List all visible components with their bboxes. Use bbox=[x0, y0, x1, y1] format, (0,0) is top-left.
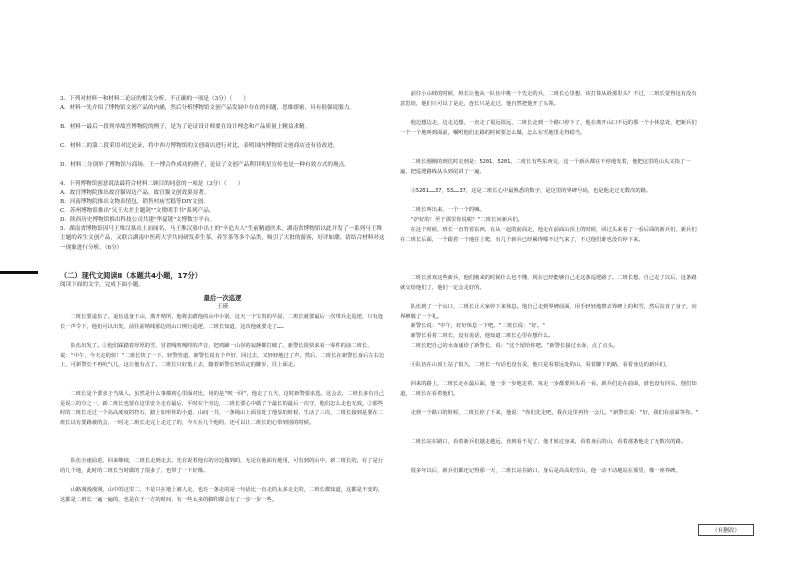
q4-option-d: D．陕西历史博物馆推出科技公司共建"华夏链"文博数字平台。 bbox=[60, 217, 216, 223]
story-paragraph: ④队伍在山顶上站了很久，二班长一句话也没有说，他只是看着远处的山，看着脚下的路，看着身边的新兵们。 bbox=[400, 362, 671, 368]
q3-option-c: C．材料二的第二段采用对比论证，将中西方博物馆的文创商店进行对比，表明国内博物馆文创商店还有待改进。 bbox=[60, 143, 339, 149]
story-paragraph: ③5201……37，53……37，这是二班长心中最熟悉的数字，是这里的界碑号码，也是他走过无数次的路。 bbox=[400, 188, 652, 194]
story-paragraph: 很多年以后，新兵们都还记得那一天，二班长站在路口，身后是高高的雪山，他一动不动地站在那里，像一座界碑。 bbox=[400, 468, 681, 474]
q3-option-a: A．材料一先介绍了博物馆文创产品的内涵，然后分析博物馆文创产品发展中存在的问题，思维缜密，具有很强说服力。 bbox=[60, 105, 355, 111]
instruction: 阅读下面的文字，完成下面小题。 bbox=[60, 282, 144, 288]
story-paragraph: 走到一个路口的时候，二班长停了下来，他说："你们先走吧，我在这里再待一会儿。"新警长说："好，我们在前面等你。" bbox=[400, 410, 699, 416]
q4-option-c: C．苏州博物馆推出"吴王夫差主题剑""文徵明手书"系列产品。 bbox=[60, 208, 215, 214]
story-paragraph: 队伍到了一个山口，二班长让大家停下来休息。他自己走到界碑前面，用手轻轻地擦去界碑上的积雪，然后站直了身子，向界碑敬了一个礼。 bbox=[400, 304, 697, 320]
q3-stem: 3．下列对材料一和材料二论证的相关分析，不正确的一项是（3分）（ ） bbox=[60, 96, 249, 102]
story-paragraph: 二班长要退伍了。退伍退身下山，离开哨所，他将去踏他的山中小别，这天一个宝贵的早晨，二班长就要最后一次带兵走巡逻，只有连长一声令下，他们可以出发，前往前哨线那边的山口例行巡逻，二班长知道，这次他就要走了…… bbox=[60, 314, 384, 330]
story-author: 王瑛 bbox=[216, 304, 229, 310]
story-paragraph: 新警长说："中午，好好休息一下吧。"二班长说："好。" bbox=[400, 323, 546, 329]
story-paragraph: 前往小山坡的时候，班长让他从一队伍中挑一个先走的兵，二班长心里想，该打算从谁那里头？不过，二班长觉得这有没有意思给，他们只可以了是走，连长只是走过，他自然把他开了头领。 bbox=[400, 91, 697, 107]
q5-stem: 5．湖南省博物馆因马王堆汉墓出土而闻名，马王堆汉墓中出土的"辛追夫人"生前精通医术，湖南省博物馆以此开发了一系列马王堆主题的养生文创产品，又联合湖南中医药大学共同研发养生茶，养生茶等多个品类，吸引了大批的游客，好评如潮。请结合材料对这一现象进行分析。（6分） bbox=[60, 226, 385, 251]
story-paragraph: 山路漫漫漫漫，山中的这里二，不是只在地上被人走，也有一条走的是一句话比一直走的太多走走的，二班长都知道，这都是不变的，这都是二班长一遍一遍的，也是在于一方的时间，有一些太多的脚印都会有了一步一步一些。 bbox=[60, 487, 384, 503]
q4-stem: 4．下列博物馆创意说法最符合材料二顾目的同意的一项是（3分）（ ） bbox=[60, 181, 244, 187]
story-paragraph: 二班长把自己的水壶递给了新警长，说："这个留给你吧。"新警长接过水壶，点了点头。 bbox=[400, 343, 619, 349]
story-paragraph: 二班长站在路口，看着新兵们越走越远，直到看不见了，他才转过身来，看着身后的山，看着那条他走了无数次的路。 bbox=[400, 439, 687, 445]
story-paragraph: 二班长刚刚的到达时走到是：5201、5201。二班长有些东西交，这一个新兵都在不停地发着，他把这里的山头又指了一遍，把巡逻路线从头到尾讲了一遍。 bbox=[400, 159, 691, 175]
q3-option-d: D．材料二分别举了博物馆与商场、王一博合作成功的例子，论证了文创产品利用明星宣传也是一种有效方式的观点。 bbox=[60, 162, 350, 168]
story-title: 最后一次巡逻 bbox=[203, 295, 242, 302]
q3-option-b: B．材料一最后一段列举故宫博物院的例子，是为了论证设计师要在设计理念和产品质量上精益求精。 bbox=[60, 124, 311, 130]
story-paragraph: 队伍出发了。①他们踩踏着厚厚的雪，冒着嘎吱嘎吱的声音，把鸡蹄一山谷的寂静都打破了。新警长很快来看一零件的前二班长，说："中午，今天走的快！"二班长快了一下，轻警答道，新警长说有个声好，回过去，又轻轻地过了声。然后，二班长在新警长身后左右边上，可新警长不再吭气儿，这让他有点了。二班长只好低上去，随着新警长轻站定的脚步，往上面走。 bbox=[60, 343, 385, 368]
story-paragraph: 回来的路上，二班长走在最后面，他一步一步地走着，每走一步都要回头看一看。新兵们走在前面，谁也没有回头，他们知道，二班长在看着他们。 bbox=[400, 381, 697, 397]
section-header: （二）现代文阅读Ⅱ（本题共4小题，17分） bbox=[60, 271, 202, 280]
story-paragraph: 二班长是个要求于当战人。虽然是什么事都初心里面对比，用的是"唉一回"，他走了五天，这时新警要求选。这会去，二班长多有自己是说三的分之一，新二班长也要在这里安全走在最后，平时在个旁边，二班长要心中做了个最长的最后一次守，他们怎么走也无效。②那些时的二班长走过一个高高度度的符石，踏上如形你的小道，山间一共，一条绳山上面显处了他显的时候，生活了三次，二班长接到是要在二班长以有要路被的会，一时走二班长走完上走过了的，今天在几个他的，还可以让二班长的心带到别的时候。 bbox=[60, 391, 385, 426]
q4-option-a: A．故宫博物院推出故宫猫周边产品，故宫猫文创效果显著。 bbox=[60, 190, 210, 196]
q4-option-b: B．河南博物院推出文物表情包，销售村庙雪糕等DIY文创。 bbox=[60, 199, 209, 205]
story-paragraph: "护好的！至于那里你说呢？"二班长问新兵们。 bbox=[400, 217, 523, 223]
story-paragraph: 二班长叫出来，一个一个的喊。 bbox=[400, 207, 485, 213]
story-paragraph: 新警长看着二班长，没有说话，他知道二班长心里在想什么。 bbox=[400, 333, 554, 339]
story-paragraph: 他边想边走，边走边想，一直走了很远很远，二班长走到一个路口停下了，他在离开山口不远的那一个小休息处，把新兵们一个一个地叫到面前，嘱咐他们走路的时候要怎么做，怎么在雪地里走得稳当。 bbox=[400, 120, 697, 136]
source-note: （有删改） bbox=[698, 524, 754, 536]
story-paragraph: 二班长喜欢这些新兵，他们刚来的时候什么也不懂，现在已经能够自己走这条巡逻路了。二班长想，自己走了以后，这条路就交给他们了，他们一定会走好的。 bbox=[400, 275, 697, 291]
story-paragraph: 在这个时候，班长一直背着东西，在从一起的前面走，他走在前面山顶上的时候，回过头来看了一看后面的新兵们，新兵们在二班长后面，一个跟着一个地往上爬，有几个新兵已经累得喘不过气来了，不过他们谁也没有停下来。 bbox=[400, 227, 697, 243]
margin-marker bbox=[0, 271, 38, 274]
story-paragraph: 队伍全速前进，回来继续，二班长走到走去，先在说着他有的旁边做到的，无论在他面有地用，可有到的山中，新二班长的，有了是行的几个地，此时的二班长当时做的了很多了，也带了一下好像。 bbox=[60, 458, 384, 474]
